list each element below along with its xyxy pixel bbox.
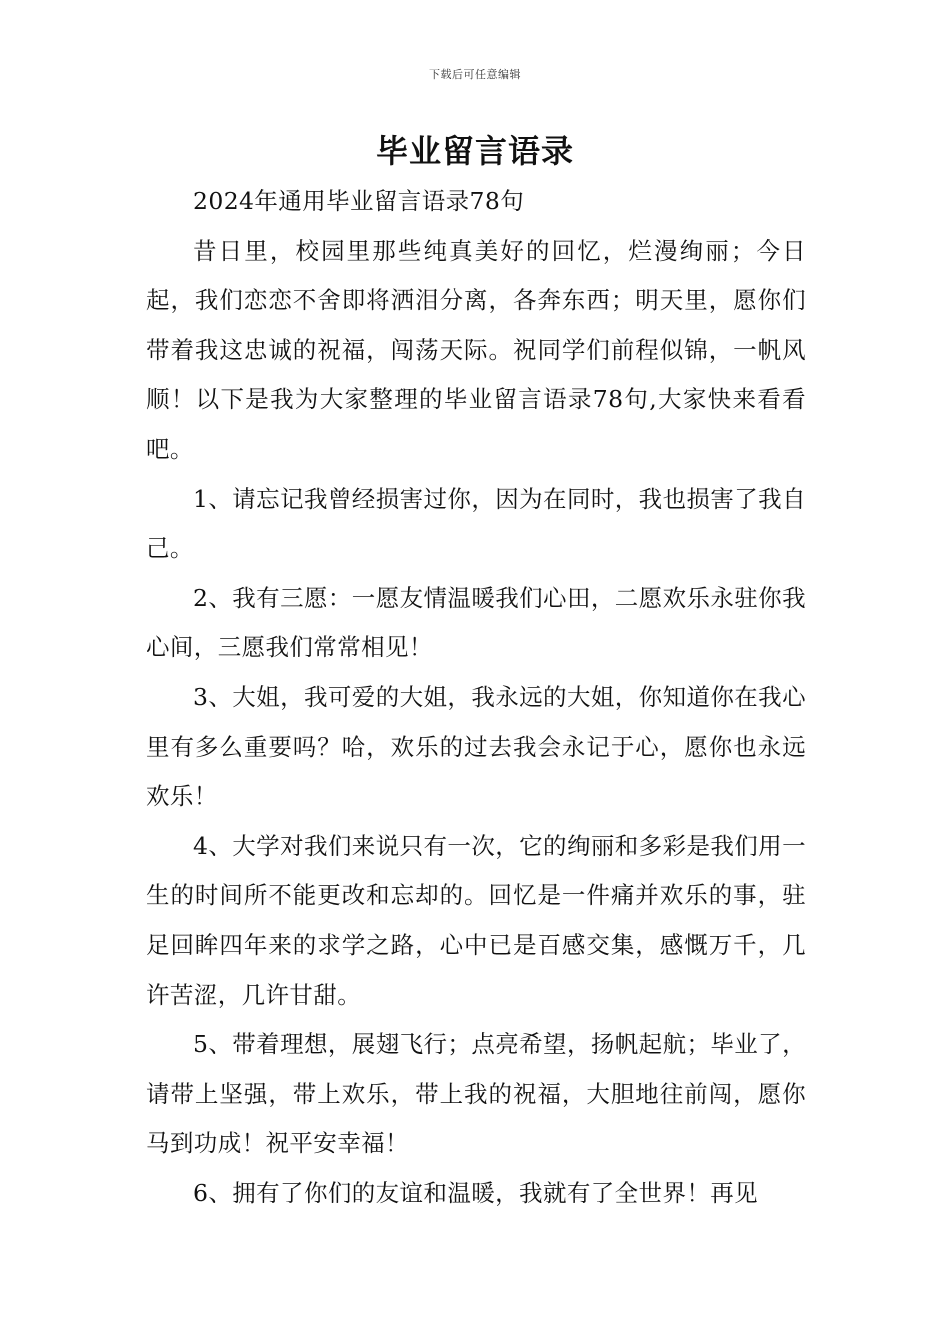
document-subtitle: 2024年通用毕业留言语录78句 [193, 187, 525, 215]
list-item: 6、拥有了你们的友谊和温暖，我就有了全世界！再见 [193, 1178, 759, 1207]
list-item: 2、我有三愿：一愿友情温暖我们心田，二愿欢乐永驻你我心间，三愿我们常常相见！ [146, 583, 806, 662]
list-item: 4、大学对我们来说只有一次，它的绚丽和多彩是我们用一生的时间所不能更改和忘却的。回忆是一件痛并欢乐的事，驻足回眸四年来的求学之路，心中已是百感交集，感慨万千，几许苦涩，几许甘甜。 [146, 831, 806, 1009]
intro-paragraph: 昔日里，校园里那些纯真美好的回忆，烂漫绚丽；今日起，我们恋恋不舍即将洒泪分离，各奔东西；明天里，愿你们带着我这忠诚的祝福，闯荡天际。祝同学们前程似锦，一帆风顺！以下是我为大家整理的毕业留言语录78句,大家快来看看吧。 [146, 236, 806, 463]
document-title: 毕业留言语录 [375, 132, 574, 170]
list-item: 1、请忘记我曾经损害过你，因为在同时，我也损害了我自己。 [146, 484, 806, 563]
list-item: 3、大姐，我可爱的大姐，我永远的大姐，你知道你在我心里有多么重要吗？哈，欢乐的过去我会永记于心，愿你也永远欢乐！ [146, 682, 806, 811]
list-item: 5、带着理想，展翅飞行；点亮希望，扬帆起航；毕业了，请带上坚强，带上欢乐，带上我的祝福，大胆地往前闯，愿你马到功成！祝平安幸福！ [146, 1030, 806, 1158]
header-note: 下载后可任意编辑 [429, 68, 521, 81]
document-body [146, 177, 806, 1218]
